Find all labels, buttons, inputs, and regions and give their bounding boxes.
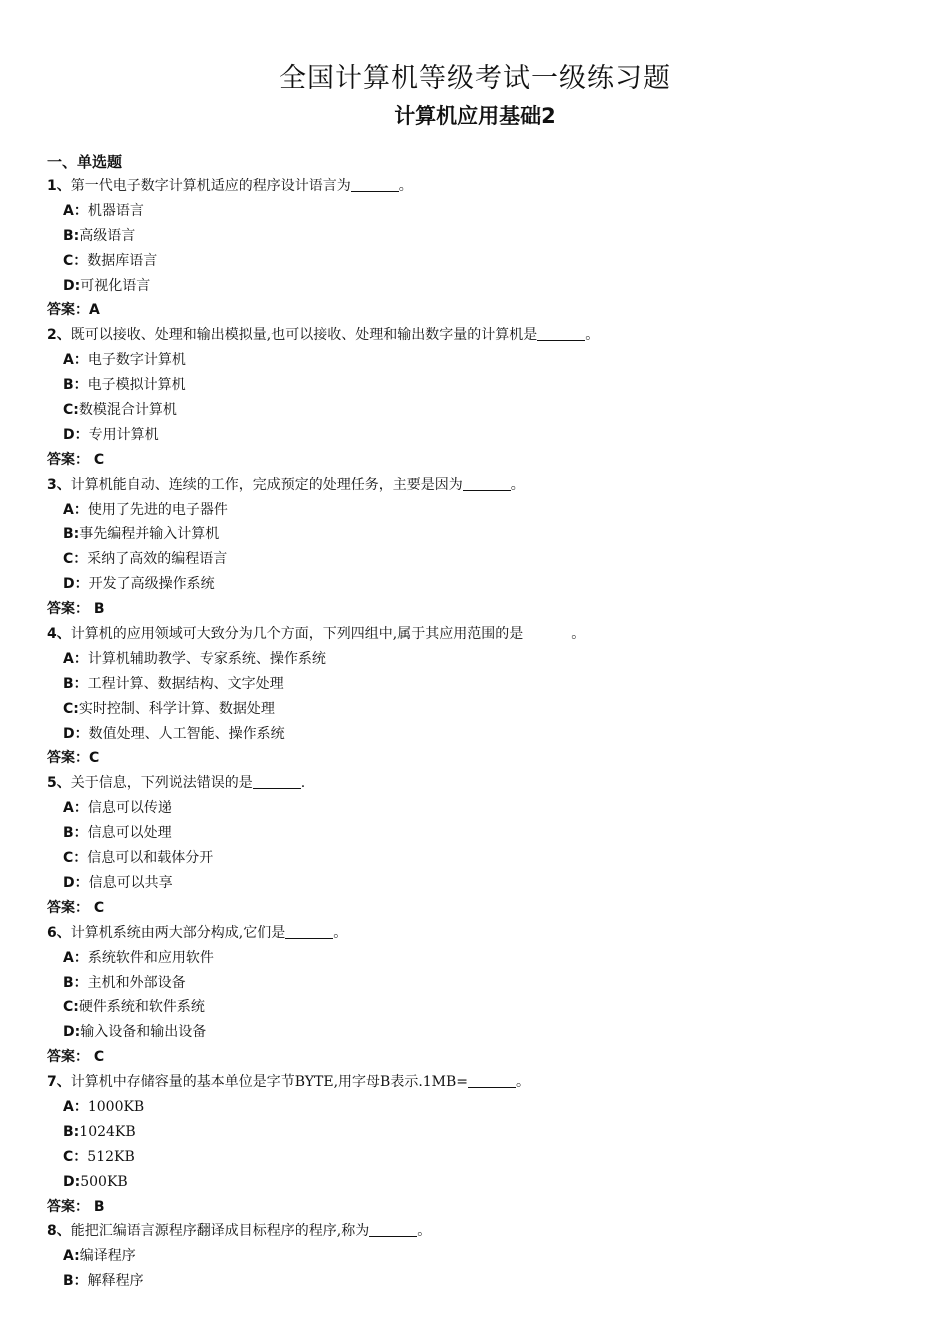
option-b — [47, 373, 907, 398]
option-text: 信息可以处理 — [87, 825, 172, 842]
option-key: B — [63, 526, 74, 543]
option-d — [47, 423, 907, 448]
option-key: D — [63, 1024, 75, 1041]
option-separator: : — [73, 526, 80, 543]
question-text: 关于信息，下列说法错误的是 — [70, 775, 253, 792]
option-key: B — [63, 825, 74, 842]
option-separator: ： — [74, 576, 89, 593]
option-key: A — [63, 1098, 74, 1115]
option-text: 信息可以和载体分开 — [87, 850, 214, 867]
option-separator: ： — [73, 202, 88, 219]
option-text: 可视化语言 — [80, 277, 151, 294]
option-separator: ： — [73, 850, 88, 867]
option-text: 主机和外部设备 — [87, 974, 186, 991]
option-separator: ： — [73, 825, 88, 842]
option-key: D — [63, 874, 75, 891]
answer-line: 答案： C — [47, 451, 105, 468]
option-key: D — [63, 576, 75, 593]
option-key: D — [63, 426, 75, 443]
option-text: 采纳了高效的编程语言 — [87, 551, 228, 568]
option-key: C — [63, 551, 74, 568]
answer-line: 答案： C — [47, 899, 105, 916]
answer-line: 答案： B — [47, 1198, 105, 1215]
option-key: B — [63, 227, 74, 244]
question-text: 能把汇编语言源程序翻译成目标程序的程序,称为 — [70, 1223, 370, 1240]
answer-blank — [537, 326, 585, 341]
option-key: C — [63, 402, 74, 419]
option-c — [47, 249, 907, 274]
option-text: 机器语言 — [87, 202, 144, 219]
option-b — [47, 522, 907, 547]
option-d — [47, 722, 907, 747]
option-d — [47, 572, 907, 597]
option-separator: ： — [74, 725, 89, 742]
question-text: 第一代电子数字计算机适应的程序设计语言为 — [70, 178, 351, 194]
option-separator: ： — [73, 1273, 88, 1290]
option-text: 编译程序 — [79, 1248, 136, 1265]
question-5 — [47, 771, 907, 796]
section-heading: 一、单选题 — [47, 153, 123, 171]
answer-line: 答案：A — [47, 302, 100, 319]
option-c — [47, 398, 907, 423]
option-key: A — [63, 352, 74, 369]
option-a — [47, 1244, 907, 1269]
option-key: B — [63, 377, 74, 394]
option-key: A — [63, 202, 74, 219]
question-number: 3、 — [47, 476, 71, 493]
option-separator: ： — [73, 1148, 88, 1165]
option-separator: : — [73, 1123, 80, 1140]
option-text: 专用计算机 — [88, 426, 159, 443]
option-key: B — [63, 974, 74, 991]
question-text: 既可以接收、处理和输出模拟量,也可以接收、处理和输出数字量的计算机是 — [70, 327, 538, 344]
question-text: 计算机的应用领域可大致分为几个方面，下列四组中,属于其应用范围的是 — [70, 626, 524, 643]
option-text: 电子数字计算机 — [87, 352, 186, 369]
option-separator: ： — [74, 426, 89, 443]
option-key: A — [63, 800, 74, 817]
option-text: 数模混合计算机 — [78, 402, 177, 419]
option-separator: ： — [73, 650, 88, 667]
option-text: 开发了高级操作系统 — [88, 576, 215, 593]
question-7 — [47, 1070, 907, 1095]
option-key: D — [63, 725, 75, 742]
document-title: 全国计算机等级考试一级练习题 — [279, 63, 671, 94]
option-text: 系统软件和应用软件 — [87, 949, 214, 966]
option-a — [47, 348, 907, 373]
option-key: A — [63, 949, 74, 966]
question-text: 计算机能自动、连续的工作，完成预定的处理任务，主要是因为 — [70, 476, 463, 493]
option-text: 1024KB — [79, 1123, 136, 1140]
option-d — [47, 1170, 907, 1195]
option-separator: : — [73, 227, 80, 244]
question-number: 4、 — [47, 626, 71, 643]
option-text: 事先编程并输入计算机 — [79, 526, 220, 543]
question-tail: 。 — [417, 1223, 432, 1240]
option-a — [47, 647, 907, 672]
question-tail: 。 — [398, 178, 413, 194]
question-number: 7、 — [47, 1074, 71, 1091]
option-text: 信息可以共享 — [88, 874, 173, 891]
option-a — [47, 199, 907, 224]
option-c — [47, 846, 907, 871]
option-separator: : — [74, 1248, 80, 1265]
option-text: 工程计算、数据结构、文字处理 — [87, 675, 284, 692]
option-key: C — [63, 1148, 74, 1165]
question-8 — [47, 1219, 907, 1244]
option-separator: ： — [73, 949, 88, 966]
option-separator: ： — [73, 501, 88, 518]
option-text: 输入设备和输出设备 — [80, 1024, 207, 1041]
option-b — [47, 971, 907, 996]
option-key: D — [63, 277, 75, 294]
question-number: 2、 — [47, 327, 71, 344]
option-a — [47, 796, 907, 821]
option-separator: : — [74, 1173, 81, 1190]
option-key: A — [63, 501, 74, 518]
option-key: B — [63, 1123, 74, 1140]
document-subtitle: 计算机应用基础2 — [394, 104, 556, 128]
option-key: C — [63, 850, 74, 867]
question-number: 1、 — [47, 178, 71, 194]
question-2 — [47, 323, 907, 348]
question-text: 计算机系统由两大部分构成,它们是 — [70, 924, 286, 941]
option-separator: : — [73, 999, 79, 1016]
option-key: A — [63, 650, 74, 667]
option-d — [47, 274, 907, 299]
question-tail: 。 — [333, 924, 348, 941]
option-b — [47, 1269, 907, 1294]
option-text: 使用了先进的电子器件 — [87, 501, 228, 518]
option-separator: : — [74, 1024, 81, 1041]
question-number: 6、 — [47, 924, 71, 941]
option-key: B — [63, 1273, 74, 1290]
option-text: 500KB — [80, 1173, 128, 1190]
option-key: D — [63, 1173, 75, 1190]
option-c — [47, 995, 907, 1020]
option-text: 计算机辅助教学、专家系统、操作系统 — [87, 650, 326, 667]
answer-line: 答案： C — [47, 1049, 105, 1066]
answer-blank — [463, 476, 511, 491]
option-text: 电子模拟计算机 — [87, 377, 186, 394]
option-separator: ： — [73, 800, 88, 817]
option-text: 512KB — [87, 1148, 135, 1165]
question-tail: 。 — [585, 327, 600, 344]
option-c — [47, 547, 907, 572]
option-key: C — [63, 700, 74, 717]
option-text: 1000KB — [87, 1098, 145, 1115]
question-tail: 。 — [510, 476, 525, 493]
option-a — [47, 1095, 907, 1120]
option-separator: : — [74, 277, 81, 294]
answer-blank — [253, 774, 301, 789]
option-separator: ： — [73, 252, 88, 269]
option-key: C — [63, 999, 74, 1016]
option-separator: ： — [73, 675, 88, 692]
question-3 — [47, 473, 907, 498]
option-d — [47, 871, 907, 896]
option-b — [47, 1120, 907, 1145]
option-text: 实时控制、科学计算、数据处理 — [78, 700, 275, 717]
option-separator: ： — [73, 1098, 88, 1115]
option-text: 数据库语言 — [87, 252, 158, 269]
option-separator: ： — [73, 352, 88, 369]
option-text: 解释程序 — [87, 1273, 144, 1290]
option-b — [47, 224, 907, 249]
option-d — [47, 1020, 907, 1045]
option-text: 硬件系统和软件系统 — [78, 999, 205, 1016]
option-key: A — [63, 1248, 75, 1265]
answer-blank — [351, 177, 399, 192]
question-1 — [47, 174, 907, 199]
question-tail: . — [300, 775, 306, 792]
option-key: C — [63, 252, 74, 269]
option-text: 信息可以传递 — [87, 800, 172, 817]
option-text: 高级语言 — [79, 227, 136, 244]
answer-blank — [369, 1222, 417, 1237]
question-4 — [47, 622, 907, 647]
answer-blank — [523, 626, 571, 640]
option-separator: ： — [74, 874, 89, 891]
option-text: 数值处理、人工智能、操作系统 — [88, 725, 285, 742]
question-tail: 。 — [516, 1074, 531, 1091]
option-a — [47, 946, 907, 971]
question-number: 8、 — [47, 1223, 71, 1240]
question-6 — [47, 921, 907, 946]
question-tail: 。 — [571, 626, 586, 643]
question-number: 5、 — [47, 775, 71, 792]
option-b — [47, 672, 907, 697]
option-separator: : — [73, 700, 79, 717]
answer-line: 答案： B — [47, 601, 105, 618]
question-list — [47, 174, 907, 1294]
option-key: B — [63, 675, 74, 692]
option-b — [47, 821, 907, 846]
question-text: 计算机中存储容量的基本单位是字节BYTE,用字母B表示.1MB= — [70, 1074, 469, 1091]
option-separator: ： — [73, 551, 88, 568]
option-separator: ： — [73, 377, 88, 394]
answer-line: 答案：C — [47, 750, 100, 767]
option-separator: ： — [73, 974, 88, 991]
answer-blank — [285, 924, 333, 939]
answer-blank — [468, 1073, 516, 1088]
option-c — [47, 697, 907, 722]
option-a — [47, 498, 907, 523]
option-separator: : — [73, 402, 79, 419]
option-c — [47, 1145, 907, 1170]
